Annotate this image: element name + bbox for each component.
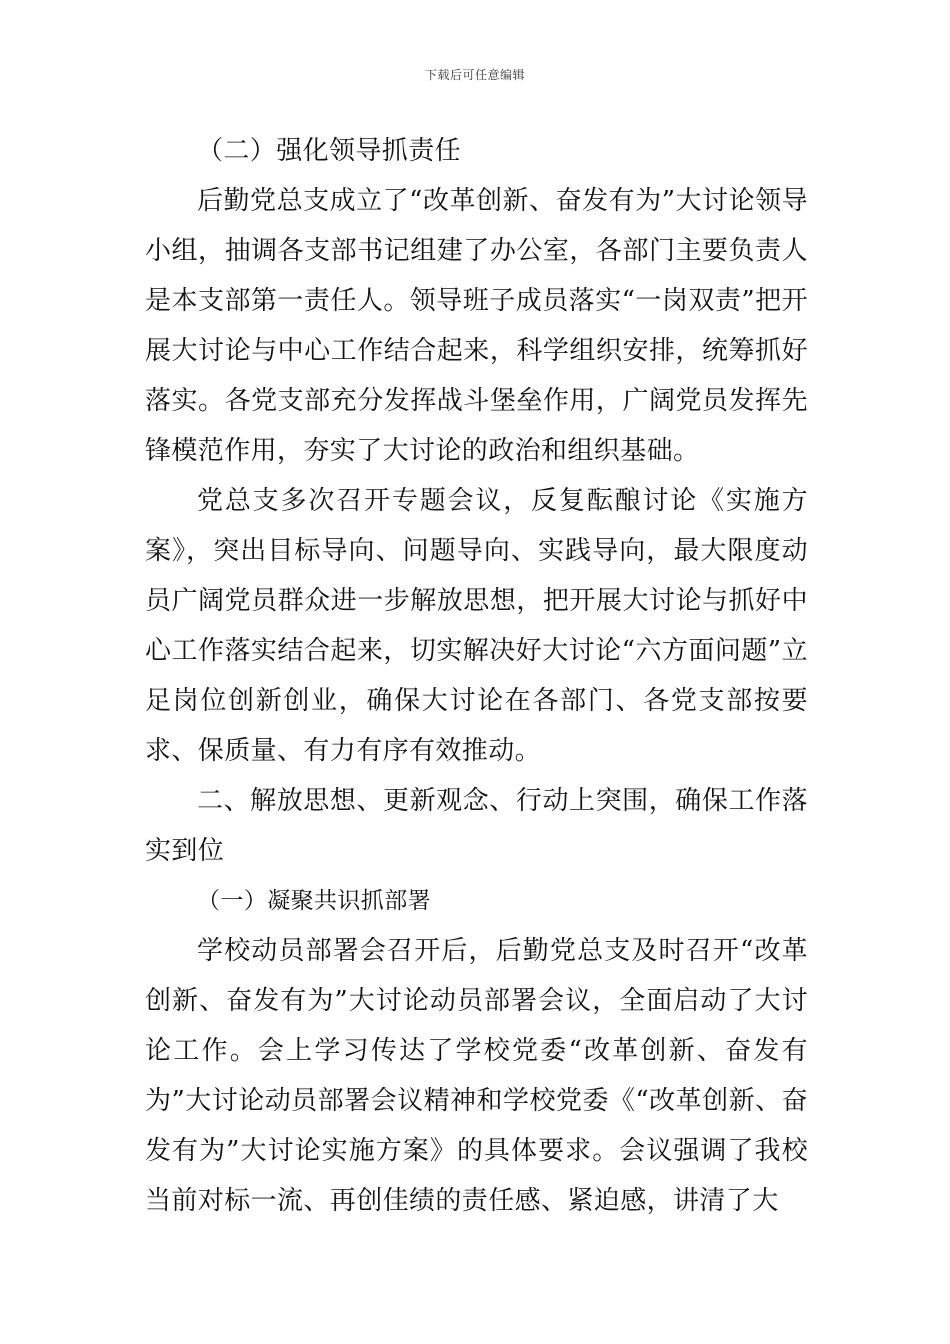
- paragraph-mobilization-meeting: 学校动员部署会召开后，后勤党总支及时召开“改革创新、奋发有为”大讨论动员部署会议，全面启动了大讨论工作。会上学习传达了学校党委“改革创新、奋发有为”大讨论动员部署会议精神和学校党委《“改革创新、奋发有为”大讨论实施方案》的具体要求。会议强调了我校当前对标一流、再创佳绩的责任感、紧迫感，讲清了大: [145, 936, 808, 1216]
- page-header-note: 下载后可任意编辑: [424, 68, 525, 82]
- section-heading-emancipate-mind: 二、解放思想、更新观念、行动上突围，确保工作落实到位: [145, 786, 808, 866]
- paragraph-leadership-group: 后勤党总支成立了“改革创新、奋发有为”大讨论领导小组，抽调各支部书记组建了办公室，各部门主要负责人是本支部第一责任人。领导班子成员落实“一岗双责”把开展大讨论与中心工作结合起来，科学组织安排，统筹抓好落实。各党支部充分发挥战斗堡垒作用，广阔党员发挥先锋模范作用，夯实了大讨论的政治和组织基础。: [145, 186, 808, 466]
- document-body: [145, 126, 808, 1226]
- section-heading-consensus-deployment: （一）凝聚共识抓部署: [197, 888, 431, 914]
- paragraph-special-meetings: 党总支多次召开专题会议，反复酝酿讨论《实施方案》，突出目标导向、问题导向、实践导向，最大限度动员广阔党员群众进一步解放思想，把开展大讨论与抓好中心工作落实结合起来，切实解决好大讨论“六方面问题”立足岗位创新创业，确保大讨论在各部门、各党支部按要求、保质量、有力有序有效推动。: [145, 486, 808, 766]
- section-heading-strengthen-leadership: （二）强化领导抓责任: [197, 136, 462, 166]
